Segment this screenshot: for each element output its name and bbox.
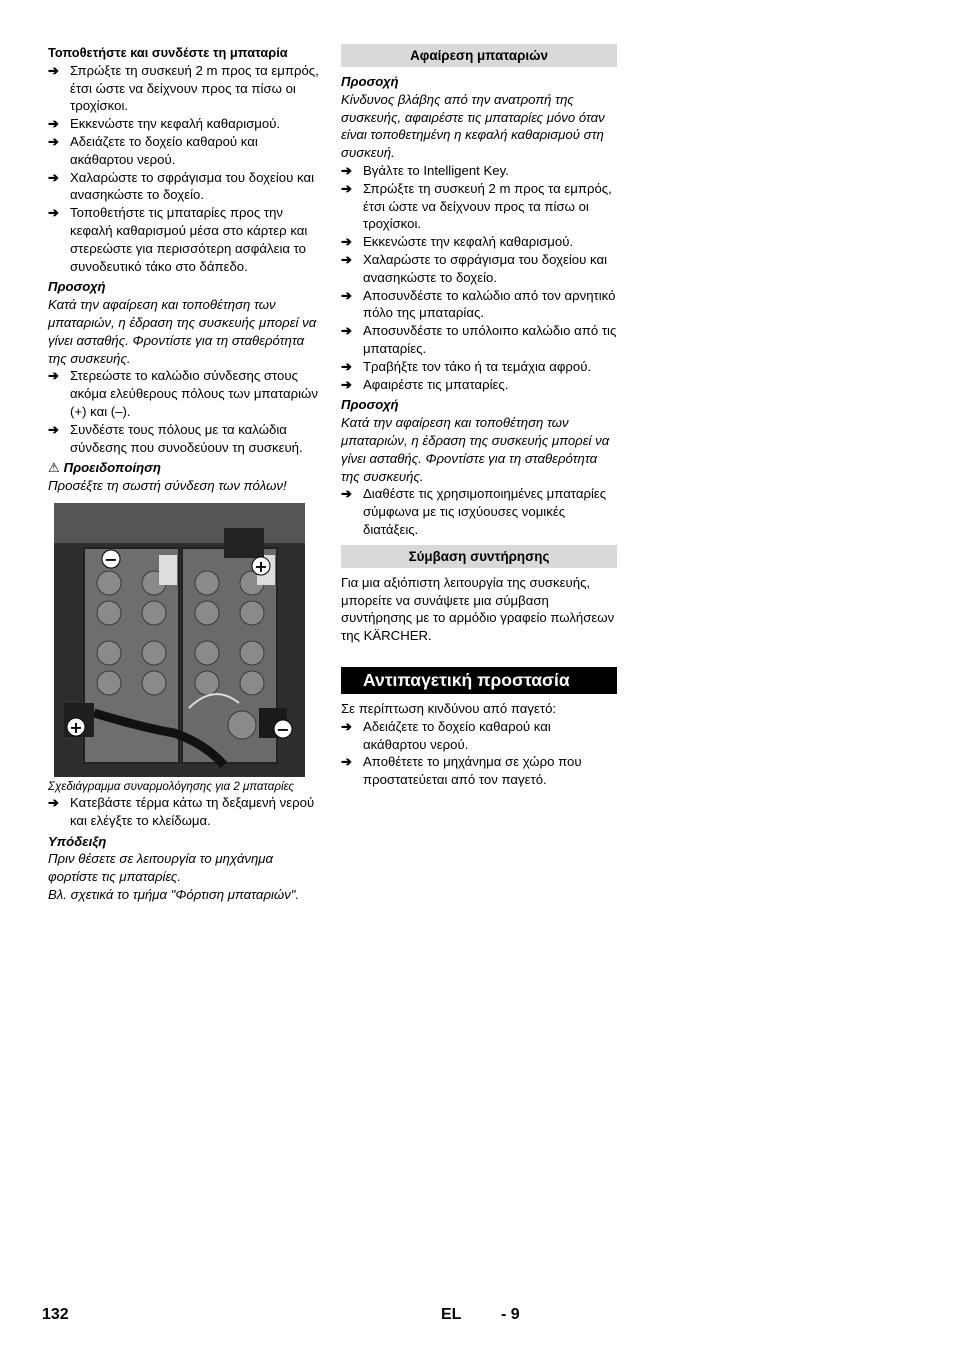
frost-intro: Σε περίπτωση κινδύνου από παγετό: [341,700,557,716]
svg-text:+: + [69,717,83,737]
list-item: ➔ Σπρώξτε τη συσκευή 2 m προς τα εμπρός, έτσι ώστε να δείχνουν προς τα πίσω οι τροχίσκοι. [48,62,319,114]
arrow-icon: ➔ [48,169,59,185]
frost-steps-list [341,718,617,789]
arrow-icon: ➔ [341,486,352,502]
arrow-icon: ➔ [341,287,352,303]
warning-text: Προσέξτε τη σωστή σύνδεση των πόλων! [48,478,287,494]
battery-assembly-photo [54,503,305,777]
arrow-icon: ➔ [341,358,352,374]
warning-triangle-icon: ⚠ [48,460,60,476]
arrow-icon: ➔ [341,718,352,734]
arrow-icon: ➔ [341,376,352,392]
caution-text: Κατά την αφαίρεση και τοποθέτηση των μπαταριών, η έδραση της συσκευής μπορεί να γίνει ασταθής. Φροντίστε για τη σταθερότητα της συσκευής. [341,415,610,484]
removal-steps-list [341,162,617,393]
contract-text: Για μια αξιόπιστη λειτουργία της συσκευής, μπορείτε να συνάψετε μια σύμβαση συντήρησης με το αρμόδιο γραφείο πωλήσεων της KÄRCHER. [341,574,615,644]
list-item: ➔ Χαλαρώστε το σφράγισμα του δοχείου και ανασηκώστε το δοχείο. [48,169,314,203]
caution-text: Κατά την αφαίρεση και τοποθέτηση των μπαταριών, η έδραση της συσκευής μπορεί να γίνει ασταθής. Φροντίστε για τη σταθερότητα της συσκευής. [48,297,317,366]
note-title: Υπόδειξη [48,833,107,849]
caution-title: Προσοχή [48,279,106,295]
disposal-steps-list [341,485,617,538]
list-item: ➔ Αποσυνδέστε το καλώδιο από τον αρνητικό πόλο της μπαταρίας. [341,287,616,321]
arrow-icon: ➔ [341,323,352,339]
warning-heading: ⚠ Προειδοποίηση [48,460,161,476]
page-number: 132 [42,1306,69,1323]
svg-text:+: + [254,556,268,576]
list-item: ➔ Συνδέστε τους πόλους με τα καλώδια σύνδεσης που συνοδεύουν τη συσκευή. [48,421,303,455]
list-item: ➔ Κατεβάστε τέρμα κάτω τη δεξαμενή νερού και ελέγξτε το κλείδωμα. [48,794,315,828]
install-steps-list [48,62,324,276]
right-column [341,44,617,789]
list-item: ➔ Αποθέτετε το μηχάνημα σε χώρο που προστατεύεται από τον παγετό. [341,754,582,788]
arrow-icon: ➔ [48,62,59,78]
arrow-icon: ➔ [48,368,59,384]
svg-text:−: − [276,719,290,739]
list-item: ➔ Αδειάζετε το δοχείο καθαρού και ακάθαρτου νερού. [48,133,258,167]
list-item: ➔ Εκκενώστε την κεφαλή καθαρισμού. [48,116,281,132]
photo-caption: Σχεδιάγραμμα συναρμολόγησης για 2 μπαταρίες [48,779,294,793]
section-heading-install-battery: Τοποθετήστε και συνδέστε τη μπαταρία [48,45,288,60]
arrow-icon: ➔ [48,421,59,437]
connect-steps-list [48,367,324,456]
caution-text: Κίνδυνος βλάβης από την ανατροπή της συσκευής, αφαιρέστε τις μπαταρίες μόνο όταν είναι τοποθετημένη η κεφαλή καθαρισμού στη συσκευή. [341,91,605,161]
list-item: ➔ Βγάλτε το Intelligent Key. [341,162,509,178]
note-line-2: Βλ. σχετικά το τμήμα "Φόρτιση μπαταριών". [48,886,300,902]
language-code: EL [441,1306,462,1323]
list-item: ➔ Διαθέστε τις χρησιμοποιημένες μπαταρίες σύμφωνα με τις ισχύουσες νομικές διατάξεις. [341,486,607,537]
arrow-icon: ➔ [341,754,352,770]
list-item: ➔ Χαλαρώστε το σφράγισμα του δοχείου και ανασηκώστε το δοχείο. [341,251,607,285]
left-column [48,44,324,904]
list-item: ➔ Αφαιρέστε τις μπαταρίες. [341,376,509,392]
arrow-icon: ➔ [341,180,352,196]
battery-photo-drawing [54,503,305,777]
caution-title: Προσοχή [341,397,399,413]
sub-page-number: - 9 [501,1306,520,1323]
arrow-icon: ➔ [48,794,59,810]
arrow-icon: ➔ [48,116,59,132]
list-item: ➔ Στερεώστε το καλώδιο σύνδεσης στους ακόμα ελεύθερους πόλους των μπαταριών (+) και (–). [48,368,318,419]
section-heading-frost-protection: Αντιπαγετική προστασία [341,667,617,694]
svg-text:−: − [104,549,118,569]
arrow-icon: ➔ [48,133,59,149]
arrow-icon: ➔ [341,234,352,250]
list-item: ➔ Σπρώξτε τη συσκευή 2 m προς τα εμπρός, έτσι ώστε να δείχνουν προς τα πίσω οι τροχίσκοι. [341,180,612,232]
arrow-icon: ➔ [48,205,59,221]
arrow-icon: ➔ [341,251,352,267]
section-heading-maintenance-contract: Σύμβαση συντήρησης [341,545,617,568]
arrow-icon: ➔ [341,162,352,178]
caution-title: Προσοχή [341,74,399,89]
section-heading-remove-batteries: Αφαίρεση μπαταριών [341,44,617,67]
list-item: ➔ Τραβήξτε τον τάκο ή τα τεμάχια αφρού. [341,358,592,374]
final-steps-list [48,794,324,830]
list-item: ➔ Τοποθετήστε τις μπαταρίες προς την κεφαλή καθαρισμού μέσα στο κάρτερ και στερεώστε για περισσότερη ασφάλεια το συνοδευτικό τάκο στο δάπεδο. [48,205,308,274]
note-line-1: Πριν θέσετε σε λειτουργία το μηχάνημα φορτίστε τις μπαταρίες. [48,851,274,885]
list-item: ➔ Εκκενώστε την κεφαλή καθαρισμού. [341,234,574,250]
list-item: ➔ Αποσυνδέστε το υπόλοιπο καλώδιο από τις μπαταρίες. [341,323,617,356]
list-item: ➔ Αδειάζετε το δοχείο καθαρού και ακάθαρτου νερού. [341,718,551,752]
